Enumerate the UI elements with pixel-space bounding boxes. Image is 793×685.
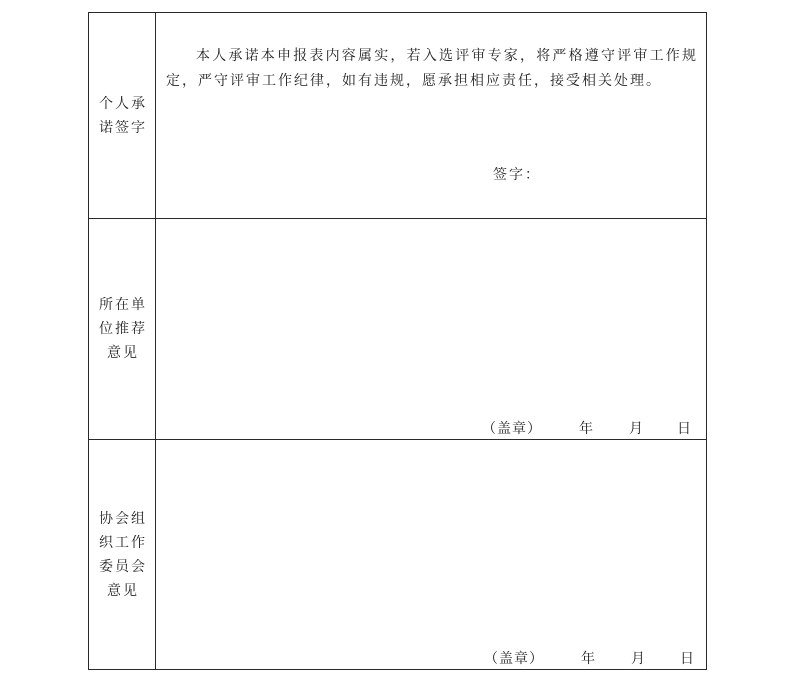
commitment-label-cell bbox=[89, 13, 156, 218]
committee-opinion-label-line: 意见 bbox=[107, 582, 139, 599]
committee-opinion-label-cell bbox=[89, 440, 156, 669]
commitment-label-line: 个人承 bbox=[99, 95, 147, 112]
month-label: 月 bbox=[631, 651, 646, 667]
commitment-row bbox=[89, 13, 706, 219]
unit-recommendation-label-line: 所在单 bbox=[99, 297, 147, 313]
committee-opinion-label-line: 织工作 bbox=[99, 534, 147, 551]
committee-opinion-row bbox=[89, 440, 706, 669]
year-label: 年 bbox=[579, 421, 594, 437]
committee-opinion-label-line: 委员会 bbox=[99, 558, 147, 575]
unit-recommendation-label-cell bbox=[89, 219, 156, 439]
commitment-content-cell bbox=[156, 13, 706, 218]
committee-opinion-content-cell bbox=[156, 440, 706, 669]
commitment-statement: 本人承诺本申报表内容属实，若入选评审专家，将严格遵守评审工作规定，严守评审工作纪律，如有违规，愿承担相应责任，接受相关处理。 bbox=[166, 48, 698, 89]
day-label: 日 bbox=[677, 421, 692, 437]
year-label: 年 bbox=[581, 651, 596, 667]
month-label: 月 bbox=[629, 421, 644, 437]
commitment-label-line: 诺签字 bbox=[99, 119, 147, 136]
unit-recommendation-label-line: 位推荐 bbox=[99, 321, 147, 337]
seal-label: （盖章） bbox=[484, 651, 544, 667]
unit-recommendation-label-line: 意见 bbox=[107, 345, 139, 361]
form-table bbox=[88, 12, 707, 670]
unit-recommendation-row bbox=[89, 219, 706, 440]
signature-label: 签字： bbox=[493, 167, 541, 183]
day-label: 日 bbox=[680, 651, 695, 667]
seal-label: （盖章） bbox=[482, 421, 542, 437]
unit-recommendation-content-cell bbox=[156, 219, 706, 439]
committee-opinion-label-line: 协会组 bbox=[99, 510, 147, 527]
